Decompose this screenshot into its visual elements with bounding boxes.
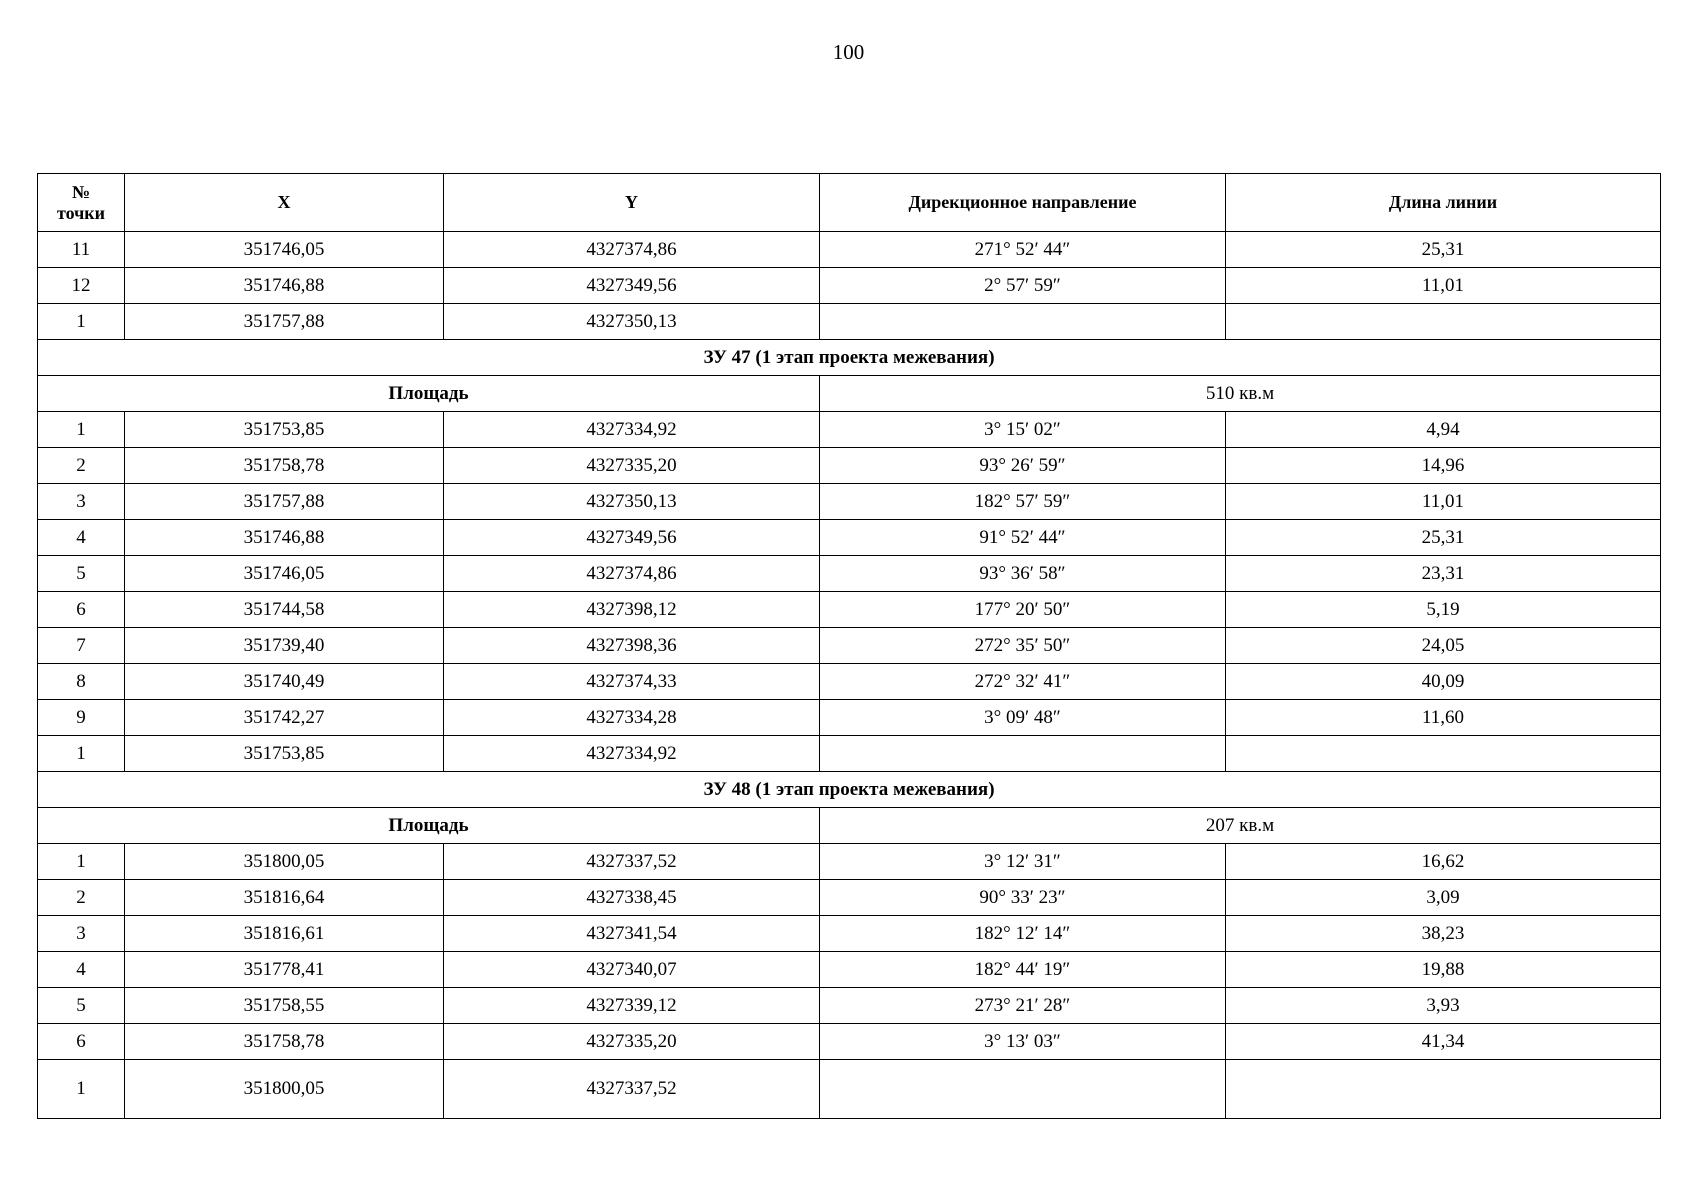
point-number: 3 xyxy=(38,916,125,952)
point-number: 2 xyxy=(38,448,125,484)
table-row xyxy=(38,556,1661,592)
point-number: 6 xyxy=(38,592,125,628)
x-coordinate: 351753,85 xyxy=(125,736,444,772)
table-row xyxy=(38,844,1661,880)
line-length: 40,09 xyxy=(1226,664,1661,700)
line-length: 38,23 xyxy=(1226,916,1661,952)
direction-angle xyxy=(820,1060,1226,1119)
y-coordinate: 4327398,36 xyxy=(444,628,820,664)
point-number: 6 xyxy=(38,1024,125,1060)
area-value: 510 кв.м xyxy=(820,376,1661,412)
y-coordinate: 4327349,56 xyxy=(444,520,820,556)
x-coordinate: 351742,27 xyxy=(125,700,444,736)
y-coordinate: 4327374,86 xyxy=(444,556,820,592)
point-number: 2 xyxy=(38,880,125,916)
table-row xyxy=(38,1060,1661,1119)
line-length xyxy=(1226,736,1661,772)
header-direction: Дирекционное направление xyxy=(820,174,1226,232)
section-title-row xyxy=(38,772,1661,808)
table-row xyxy=(38,664,1661,700)
line-length xyxy=(1226,1060,1661,1119)
direction-angle: 3° 12′ 31″ xyxy=(820,844,1226,880)
table-row xyxy=(38,304,1661,340)
table-row xyxy=(38,412,1661,448)
x-coordinate: 351778,41 xyxy=(125,952,444,988)
line-length: 3,93 xyxy=(1226,988,1661,1024)
x-coordinate: 351746,88 xyxy=(125,268,444,304)
y-coordinate: 4327350,13 xyxy=(444,304,820,340)
direction-angle xyxy=(820,304,1226,340)
table-row xyxy=(38,592,1661,628)
y-coordinate: 4327335,20 xyxy=(444,1024,820,1060)
y-coordinate: 4327341,54 xyxy=(444,916,820,952)
y-coordinate: 4327334,92 xyxy=(444,736,820,772)
area-value: 207 кв.м xyxy=(820,808,1661,844)
line-length: 25,31 xyxy=(1226,232,1661,268)
direction-angle: 271° 52′ 44″ xyxy=(820,232,1226,268)
table-row xyxy=(38,736,1661,772)
x-coordinate: 351740,49 xyxy=(125,664,444,700)
x-coordinate: 351758,55 xyxy=(125,988,444,1024)
table-row xyxy=(38,232,1661,268)
header-point-number xyxy=(38,174,125,232)
line-length: 11,01 xyxy=(1226,484,1661,520)
y-coordinate: 4327337,52 xyxy=(444,844,820,880)
point-number: 5 xyxy=(38,556,125,592)
area-row xyxy=(38,808,1661,844)
section-title-row xyxy=(38,340,1661,376)
table-row xyxy=(38,916,1661,952)
area-label: Площадь xyxy=(38,376,820,412)
direction-angle: 91° 52′ 44″ xyxy=(820,520,1226,556)
table-row xyxy=(38,880,1661,916)
point-number: 8 xyxy=(38,664,125,700)
point-number: 4 xyxy=(38,952,125,988)
table-row xyxy=(38,1024,1661,1060)
line-length: 3,09 xyxy=(1226,880,1661,916)
y-coordinate: 4327340,07 xyxy=(444,952,820,988)
header-x: X xyxy=(125,174,444,232)
point-number: 11 xyxy=(38,232,125,268)
line-length: 16,62 xyxy=(1226,844,1661,880)
direction-angle: 93° 36′ 58″ xyxy=(820,556,1226,592)
table-row xyxy=(38,988,1661,1024)
direction-angle: 177° 20′ 50″ xyxy=(820,592,1226,628)
line-length: 11,01 xyxy=(1226,268,1661,304)
direction-angle: 182° 12′ 14″ xyxy=(820,916,1226,952)
section-title: ЗУ 48 (1 этап проекта межевания) xyxy=(38,772,1661,808)
line-length: 4,94 xyxy=(1226,412,1661,448)
point-number: 7 xyxy=(38,628,125,664)
x-coordinate: 351744,58 xyxy=(125,592,444,628)
x-coordinate: 351739,40 xyxy=(125,628,444,664)
line-length: 25,31 xyxy=(1226,520,1661,556)
table-row xyxy=(38,448,1661,484)
x-coordinate: 351758,78 xyxy=(125,448,444,484)
direction-angle: 2° 57′ 59″ xyxy=(820,268,1226,304)
direction-angle: 272° 32′ 41″ xyxy=(820,664,1226,700)
line-length: 19,88 xyxy=(1226,952,1661,988)
x-coordinate: 351746,88 xyxy=(125,520,444,556)
x-coordinate: 351757,88 xyxy=(125,304,444,340)
direction-angle: 93° 26′ 59″ xyxy=(820,448,1226,484)
point-number: 1 xyxy=(38,412,125,448)
area-label: Площадь xyxy=(38,808,820,844)
point-number: 4 xyxy=(38,520,125,556)
y-coordinate: 4327337,52 xyxy=(444,1060,820,1119)
table-row xyxy=(38,628,1661,664)
y-coordinate: 4327398,12 xyxy=(444,592,820,628)
y-coordinate: 4327339,12 xyxy=(444,988,820,1024)
coordinates-table xyxy=(37,173,1661,1119)
line-length: 14,96 xyxy=(1226,448,1661,484)
line-length: 11,60 xyxy=(1226,700,1661,736)
table-row xyxy=(38,484,1661,520)
line-length: 24,05 xyxy=(1226,628,1661,664)
x-coordinate: 351757,88 xyxy=(125,484,444,520)
table-row xyxy=(38,952,1661,988)
y-coordinate: 4327338,45 xyxy=(444,880,820,916)
point-number: 3 xyxy=(38,484,125,520)
table-header-row xyxy=(38,174,1661,232)
x-coordinate: 351800,05 xyxy=(125,1060,444,1119)
direction-angle: 272° 35′ 50″ xyxy=(820,628,1226,664)
x-coordinate: 351800,05 xyxy=(125,844,444,880)
direction-angle: 3° 15′ 02″ xyxy=(820,412,1226,448)
point-number: 1 xyxy=(38,304,125,340)
header-length: Длина линии xyxy=(1226,174,1661,232)
x-coordinate: 351746,05 xyxy=(125,556,444,592)
direction-angle xyxy=(820,736,1226,772)
point-number: 5 xyxy=(38,988,125,1024)
table-row xyxy=(38,700,1661,736)
direction-angle: 273° 21′ 28″ xyxy=(820,988,1226,1024)
line-length: 41,34 xyxy=(1226,1024,1661,1060)
y-coordinate: 4327374,86 xyxy=(444,232,820,268)
line-length xyxy=(1226,304,1661,340)
point-number: 1 xyxy=(38,736,125,772)
x-coordinate: 351816,61 xyxy=(125,916,444,952)
line-length: 23,31 xyxy=(1226,556,1661,592)
y-coordinate: 4327334,92 xyxy=(444,412,820,448)
direction-angle: 3° 13′ 03″ xyxy=(820,1024,1226,1060)
header-point-number-line1: № xyxy=(71,181,91,202)
y-coordinate: 4327349,56 xyxy=(444,268,820,304)
header-y: Y xyxy=(444,174,820,232)
section-title: ЗУ 47 (1 этап проекта межевания) xyxy=(38,340,1661,376)
area-row xyxy=(38,376,1661,412)
direction-angle: 90° 33′ 23″ xyxy=(820,880,1226,916)
y-coordinate: 4327350,13 xyxy=(444,484,820,520)
line-length: 5,19 xyxy=(1226,592,1661,628)
direction-angle: 182° 44′ 19″ xyxy=(820,952,1226,988)
point-number: 1 xyxy=(38,844,125,880)
header-point-number-line2: точки xyxy=(56,202,106,223)
x-coordinate: 351758,78 xyxy=(125,1024,444,1060)
x-coordinate: 351753,85 xyxy=(125,412,444,448)
direction-angle: 3° 09′ 48″ xyxy=(820,700,1226,736)
direction-angle: 182° 57′ 59″ xyxy=(820,484,1226,520)
x-coordinate: 351746,05 xyxy=(125,232,444,268)
point-number: 12 xyxy=(38,268,125,304)
table-row xyxy=(38,268,1661,304)
point-number: 1 xyxy=(38,1060,125,1119)
y-coordinate: 4327335,20 xyxy=(444,448,820,484)
y-coordinate: 4327334,28 xyxy=(444,700,820,736)
x-coordinate: 351816,64 xyxy=(125,880,444,916)
point-number: 9 xyxy=(38,700,125,736)
page-number: 100 xyxy=(832,40,865,64)
table-row xyxy=(38,520,1661,556)
y-coordinate: 4327374,33 xyxy=(444,664,820,700)
